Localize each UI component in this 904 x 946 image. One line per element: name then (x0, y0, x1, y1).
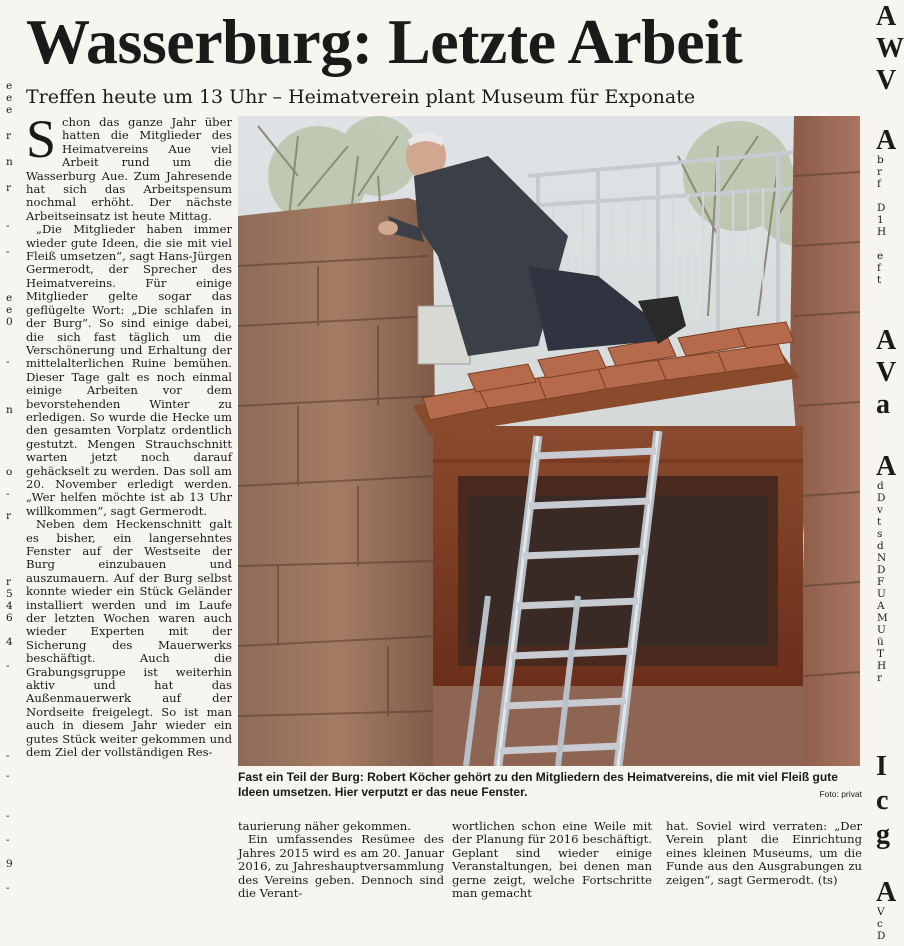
fragment: n (6, 404, 13, 416)
drop-cap: S (26, 109, 57, 169)
article-column-2 (238, 820, 444, 900)
fragment: - (6, 220, 10, 232)
paragraph: hat. Soviel wird verraten: „Der Verein plant die Einrichtung eines kleinen Museums, um die Funde aus den Ausgrabungen zu zeigen“, sagt Germerodt. (ts) (666, 819, 862, 887)
fragment: U (877, 588, 886, 600)
fragment: n (6, 156, 13, 168)
fragment: D (877, 930, 886, 942)
fragment: e (6, 292, 13, 304)
fragment: f (877, 262, 881, 274)
fragment: A (877, 600, 885, 612)
paragraph (26, 109, 232, 223)
fragment: e (6, 80, 13, 92)
fragment: I (876, 751, 887, 782)
fragment: t (877, 516, 882, 528)
article-subheadline: Treffen heute um 13 Uhr – Heimatverein plant Museum für Exponate (26, 86, 696, 108)
fragment: r (877, 672, 883, 684)
fragment: A (876, 1, 897, 32)
fragment: - (6, 246, 10, 258)
fragment: 4 (6, 636, 13, 648)
fragment: F (877, 576, 885, 588)
article-column-1 (26, 109, 232, 946)
fragment: - (6, 660, 10, 672)
fragment: D (877, 492, 886, 504)
fragment: U (877, 624, 886, 636)
photo-caption: Fast ein Teil der Burg: Robert Köcher gehört zu den Mitgliedern des Heimatvereins, die mit viel Fleiß gute Ideen umsetzen. Hier verputzt er das neue Fenster. (238, 770, 838, 799)
article-headline: Wasserburg: Letzte Arbeit (26, 6, 743, 77)
fragment: v (877, 504, 883, 516)
fragment: V (876, 65, 897, 96)
fragment: H (877, 226, 887, 238)
fragment: M (877, 612, 888, 624)
paragraph: taurierung näher gekommen. (238, 819, 411, 833)
fragment: N (877, 552, 887, 564)
article-column-4 (666, 820, 862, 887)
fragment: - (6, 750, 10, 762)
article-column-3 (452, 820, 652, 900)
fragment: t (877, 274, 882, 286)
fragment: 5 (6, 588, 13, 600)
fragment: - (6, 834, 10, 846)
fragment: 0 (6, 316, 13, 328)
fragment: D (877, 564, 886, 576)
fragment: d (877, 480, 884, 492)
fragment: A (876, 877, 897, 908)
fragment: c (876, 785, 889, 816)
fragment: T (877, 648, 885, 660)
fragment: V (876, 357, 897, 388)
fragment: A (876, 125, 897, 156)
paragraph: „Die Mitglieder haben immer wieder gute Ideen, die sie mit viel Fleiß umsetzen“, sagt Hans-Jürgen Germerodt, der Sprecher des Heimatvereins. Für einige Mitglieder gelte sogar das geflügelte Wort: „Die schlafen in der Burg“. So sind einige dabei, die sich fast täglich um die Verschönerung und Erhaltung der mittelalterlichen Ruine bemühen. Dieser Tage galt es noch einmal einige Arbeiten vor dem bevorstehenden Winter zu erledigen. So wurde die Hecke um den gesamten Vorplatz ordentlich gestutzt. Mengen Strauchschnitt warten jetzt noch darauf gehäckselt zu werden. Das soll am 20. November erledigt werden. „Wer helfen möchte ist ab 13 Uhr willkommen“, sagt Germerodt. (26, 222, 232, 518)
fragment: e (6, 104, 13, 116)
paragraph: Ein umfassendes Resümee des Jahres 2015 wird es am 20. Januar 2016, zu Jahreshauptversammlung des Vereins geben. Dennoch sind die Verant- (238, 832, 444, 901)
fragment: 6 (6, 612, 13, 624)
fragment: W (876, 33, 904, 64)
fragment: 9 (6, 858, 13, 870)
paragraph: wortlichen schon eine Weile mit der Planung für 2016 beschäftigt. Geplant sind wieder einige Veranstaltungen, bei denen man gerne zeigt, welche Fortschritte man gemacht (452, 819, 652, 901)
neighbor-column-left (0, 70, 20, 946)
fragment: o (6, 466, 13, 478)
fragment: D (877, 202, 886, 214)
fragment: - (6, 770, 10, 782)
fragment: ü (877, 636, 884, 648)
paragraph: Neben dem Heckenschnitt galt es bisher, ein langersehntes Fenster auf der Westseite der Burg einzubauen und auszumauern. Auf der Burg selbst konnte wieder ein Stück Geländer installiert werden und im Laufe der letzten Wochen waren auch wieder Experten mit der Sicherung des Mauerwerks beschäftigt. Auch die Grabungsgruppe ist weiterhin aktiv und hat das Außenmauerwerk auf der Nordseite freigelegt. So ist man auch in diesem Jahr wieder ein gutes Stück weiter gekommen und dem Ziel der vollständigen Res- (26, 517, 232, 760)
fragment: r (6, 576, 12, 588)
fragment: A (876, 451, 897, 482)
fragment: s (877, 528, 883, 540)
neighbor-column-right (872, 0, 904, 946)
fragment: d (877, 540, 884, 552)
paragraph-text: chon das ganze Jahr über hatten die Mitglieder des Heimatvereins Aue viel Arbeit rund um die Wasserburg Aue. Zum Jahresende hat sich das Arbeitspensum nochmal erhöht. Der nächste Arbeitseinsatz ist heute Mittag. (26, 115, 232, 223)
fragment: c (877, 918, 883, 930)
fragment: - (6, 488, 10, 500)
fragment: f (877, 178, 881, 190)
fragment: r (877, 166, 883, 178)
fragment: r (6, 182, 12, 194)
fragment: e (6, 304, 13, 316)
fragment: g (876, 819, 890, 850)
fragment: A (876, 325, 897, 356)
fragment: H (877, 660, 887, 672)
fragment: - (6, 356, 10, 368)
fragment: r (6, 130, 12, 142)
photo-credit: Foto: privat (819, 789, 862, 799)
fragment: - (6, 810, 10, 822)
fragment: e (6, 92, 13, 104)
fragment: a (876, 389, 890, 420)
fragment: r (6, 510, 12, 522)
photo-castle-window-ladder (238, 116, 860, 766)
fragment: e (877, 250, 884, 262)
fragment: V (877, 906, 885, 918)
fragment: b (877, 154, 884, 166)
fragment: 1 (877, 214, 884, 226)
fragment: 4 (6, 600, 13, 612)
fragment: - (6, 882, 10, 894)
article-photo (238, 116, 860, 766)
